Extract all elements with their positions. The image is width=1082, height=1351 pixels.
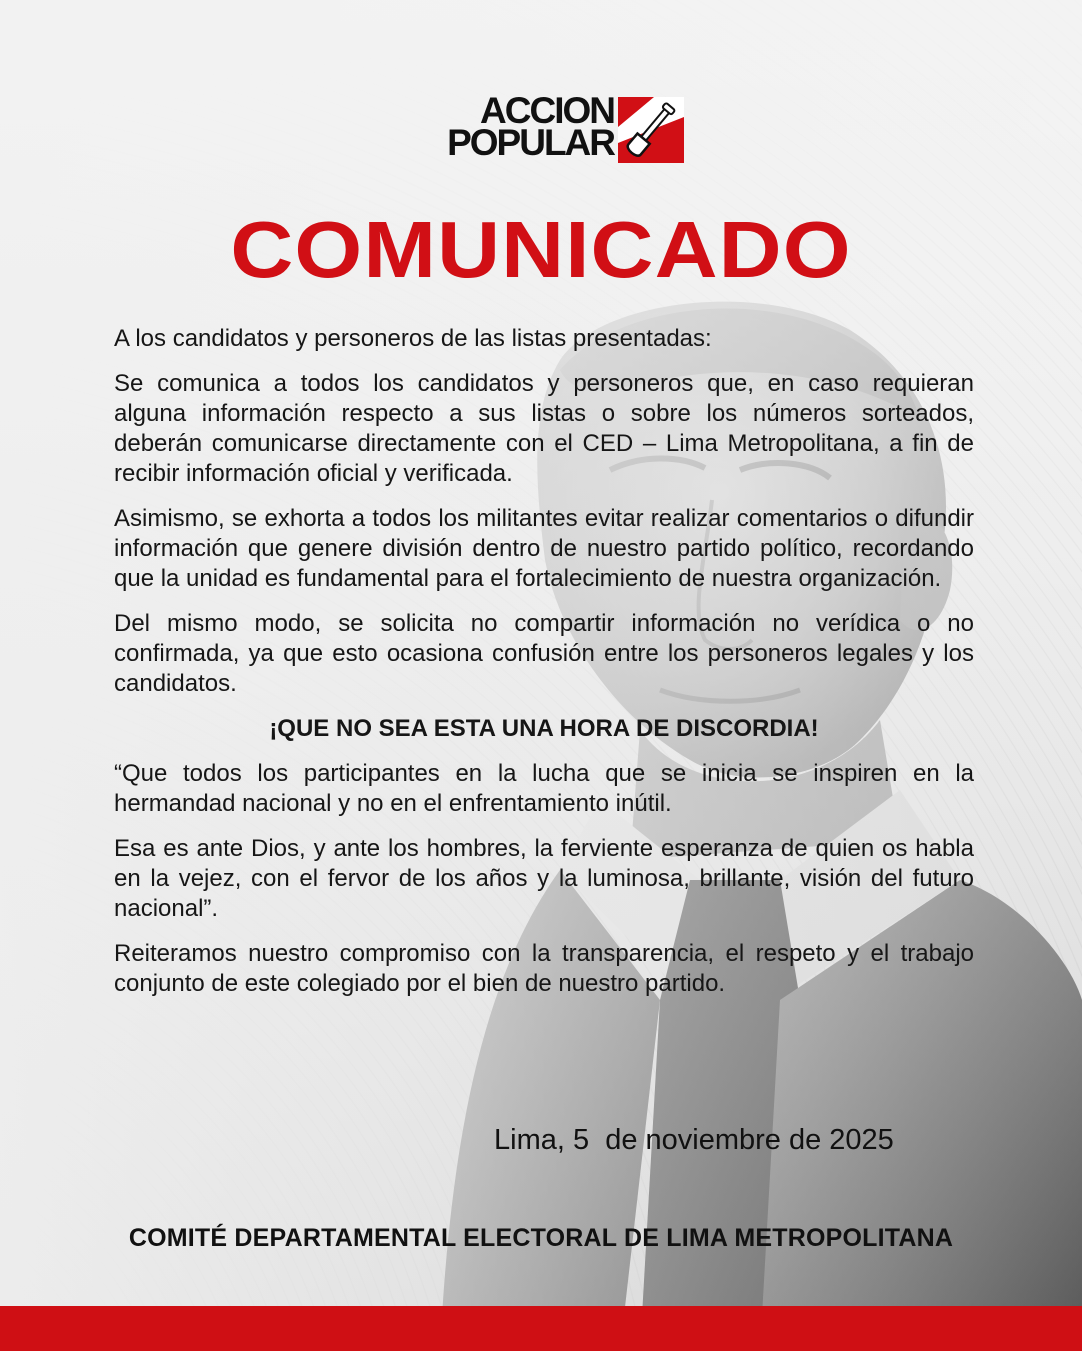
logo-wordmark <box>402 90 614 163</box>
committee-name: COMITÉ DEPARTAMENTAL ELECTORAL DE LIMA METROPOLITANA <box>128 1224 954 1252</box>
logo-line-1: ACCION <box>480 90 614 131</box>
greeting-line: A los candidatos y personeros de las listas presentadas: <box>114 325 712 352</box>
footer-red-bar <box>0 1306 1082 1351</box>
communique-body <box>114 324 974 1014</box>
date-line: Lima, 5 de noviembre de 2025 <box>494 1124 894 1156</box>
quote-paragraph-2: Esa es ante Dios, y ante los hombres, la ferviente esperanza de quien os habla en la vejez, con el fervor de los años y la luminosa, brillante, visión del futuro nacional”. <box>114 835 974 922</box>
paragraph-1: Se comunica a todos los candidatos y personeros que, en caso requieran alguna información respecto a sus listas o sobre los números sorteados, deberán comunicarse directamente con el CED – Lima Metropolitana, a fin de recibir información oficial y verificada. <box>114 370 974 487</box>
quote-paragraph-1: “Que todos los participantes en la lucha que se inicia se inspiren en la hermandad nacional y no en el enfrentamiento inútil. <box>114 760 974 817</box>
paragraph-3: Del mismo modo, se solicita no compartir información no verídica o no confirmada, ya que esto ocasiona confusión entre los personeros legales y los candidatos. <box>114 610 974 697</box>
page-title: COMUNICADO <box>230 205 852 294</box>
paragraph-2: Asimismo, se exhorta a todos los militantes evitar realizar comentarios o difundir información que genere división dentro de nuestro partido político, recordando que la unidad es fundamental para el fortalecimiento de nuestra organización. <box>114 505 974 592</box>
accion-popular-logo <box>402 90 684 165</box>
logo-line-2: POPULAR <box>447 122 614 163</box>
closing-paragraph: Reiteramos nuestro compromiso con la transparencia, el respeto y el trabajo conjunto de este colegiado por el bien de nuestro partido. <box>114 940 974 997</box>
slogan-heading: ¡QUE NO SEA ESTA UNA HORA DE DISCORDIA! <box>269 715 819 742</box>
shovel-flag-icon <box>614 97 684 163</box>
